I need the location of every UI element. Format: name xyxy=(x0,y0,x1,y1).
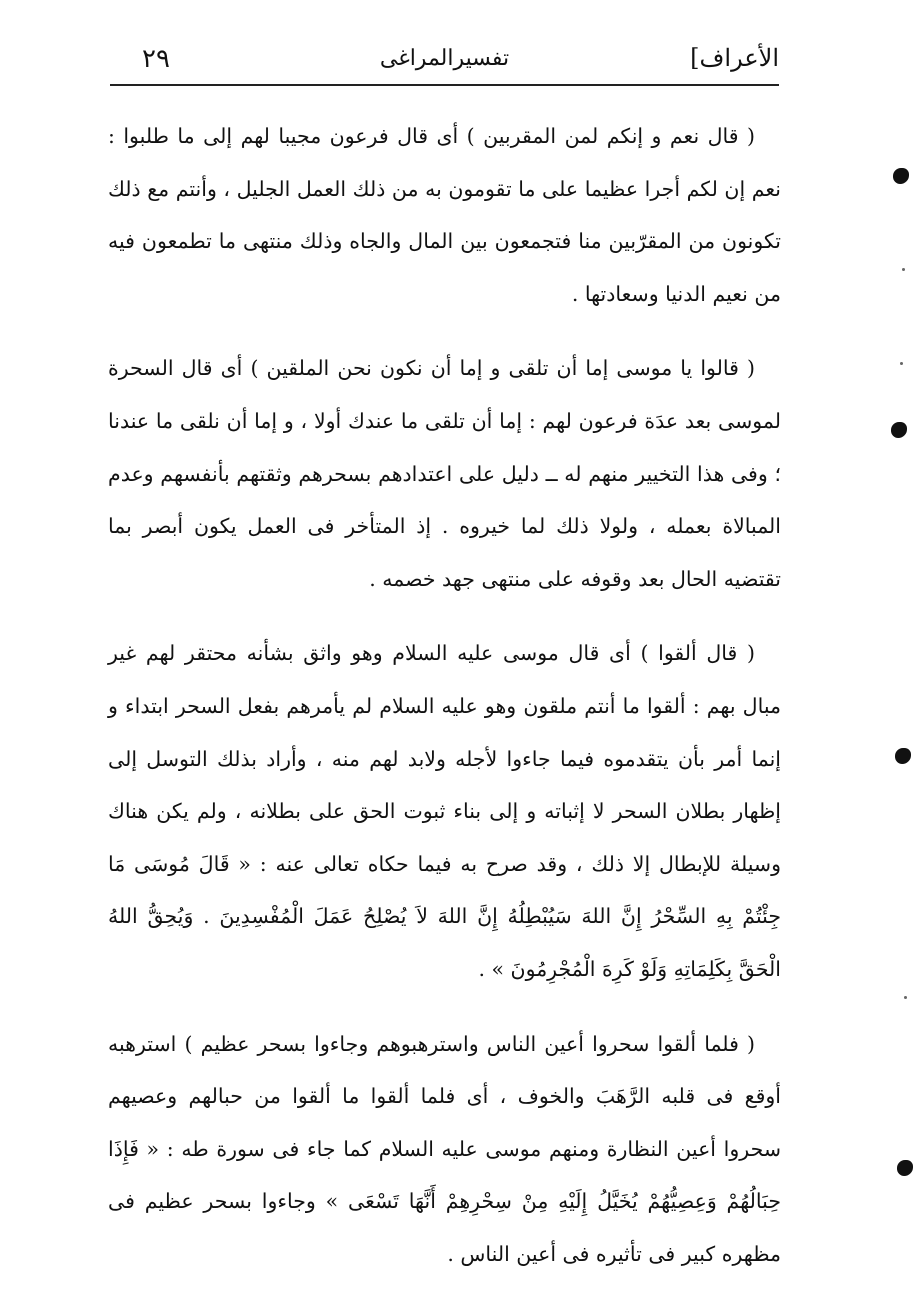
scan-speck xyxy=(900,362,903,365)
running-header xyxy=(110,40,779,86)
header-book-title: تفسيرالمراغى xyxy=(379,46,510,71)
scan-speck xyxy=(902,268,905,271)
paragraph: ( قالوا يا موسى إما أن تلقى و إما أن نكون نحن الملقين ) أى قال السحرة لموسى بعد عدَة فرعون لهم : إما أن تلقى ما عندك أولا ، و إما أن نلقى ما عندنا ؛ وفى هذا التخيير منهم له ــ دليل على اعتدادهم بسحرهم وثقتهم بأنفسهم وعدم المبالاة بعمله ، ولولا ذلك لما خيروه . إذ المتأخر فى العمل يكون أبصر بما تقتضيه الحال بعد وقوفه على منتهى جهد خصمه . xyxy=(108,356,781,591)
paragraph: ( قال نعم و إنكم لمن المقربين ) أى قال فرعون مجيبا لهم إلى ما طلبوا : نعم إن لكم أجرا عظيما على ما تقومون به من ذلك العمل الجليل ، وأنتم مع ذلك تكونون من المقرّبين منا فتجمعون بين المال والجاه وذلك منتهى ما تطمعون فيه من نعيم الدنيا وسعادتها . xyxy=(108,124,781,306)
header-section-name: الأعراف] xyxy=(690,44,779,72)
paragraph: ( قال ألقوا ) أى قال موسى عليه السلام وهو واثق بشأنه محتقر لهم غير مبال بهم : ألقوا ما أنتم ملقون وهو عليه السلام لم يأمرهم بفعل السحر ابتداء و إنما أمر بأن يتقدموه فيما جاءوا لأجله ولابد لهم منه ، وأراد بذلك التوسل إلى إظهار بطلان السحر لا إثباته و إلى بناء ثبوت الحق على بطلانه ، ولم يكن هناك وسيلة للإبطال إلا ذلك ، وقد صرح به فيما حكاه تعالى عنه : « قَالَ مُوسَى مَا جِئْتُمْ بِهِ السِّحْرُ إِنَّ اللهَ سَيُبْطِلُهُ إِنَّ اللهَ لاَ يُصْلِحُ عَمَلَ الْمُفْسِدِينَ . وَيُحِقُّ اللهُ الْحَقَّ بِكَلِمَاتِهِ وَلَوْ كَرِهَ الْمُجْرِمُونَ » . xyxy=(108,641,781,981)
scan-artifact xyxy=(893,168,909,184)
scan-artifact xyxy=(891,422,907,438)
scan-speck xyxy=(904,996,907,999)
page-number: ٢٩ xyxy=(142,44,170,74)
paragraph: ( فلما ألقوا سحروا أعين الناس واسترهبوهم وجاءوا بسحر عظيم ) استرهبه أوقع فى قلبه الرَّهَبَ والخوف ، أى فلما ألقوا ما ألقوا من حبالهم وعصيهم سحروا أعين النظارة ومنهم موسى عليه السلام كما جاء فى سورة طه : « فَإِذَا حِبَالُهُمْ وَعِصِيُّهُمْ يُخَيَّلُ إِلَيْهِ مِنْ سِحْرِهِمْ أَنَّهَا تَسْعَى » وجاءوا بسحر عظيم فى مظهره كبير فى تأثيره فى أعين الناس . xyxy=(108,1031,781,1266)
scan-artifact xyxy=(895,748,911,764)
page-body xyxy=(108,110,781,1266)
scan-artifact xyxy=(897,1160,913,1176)
